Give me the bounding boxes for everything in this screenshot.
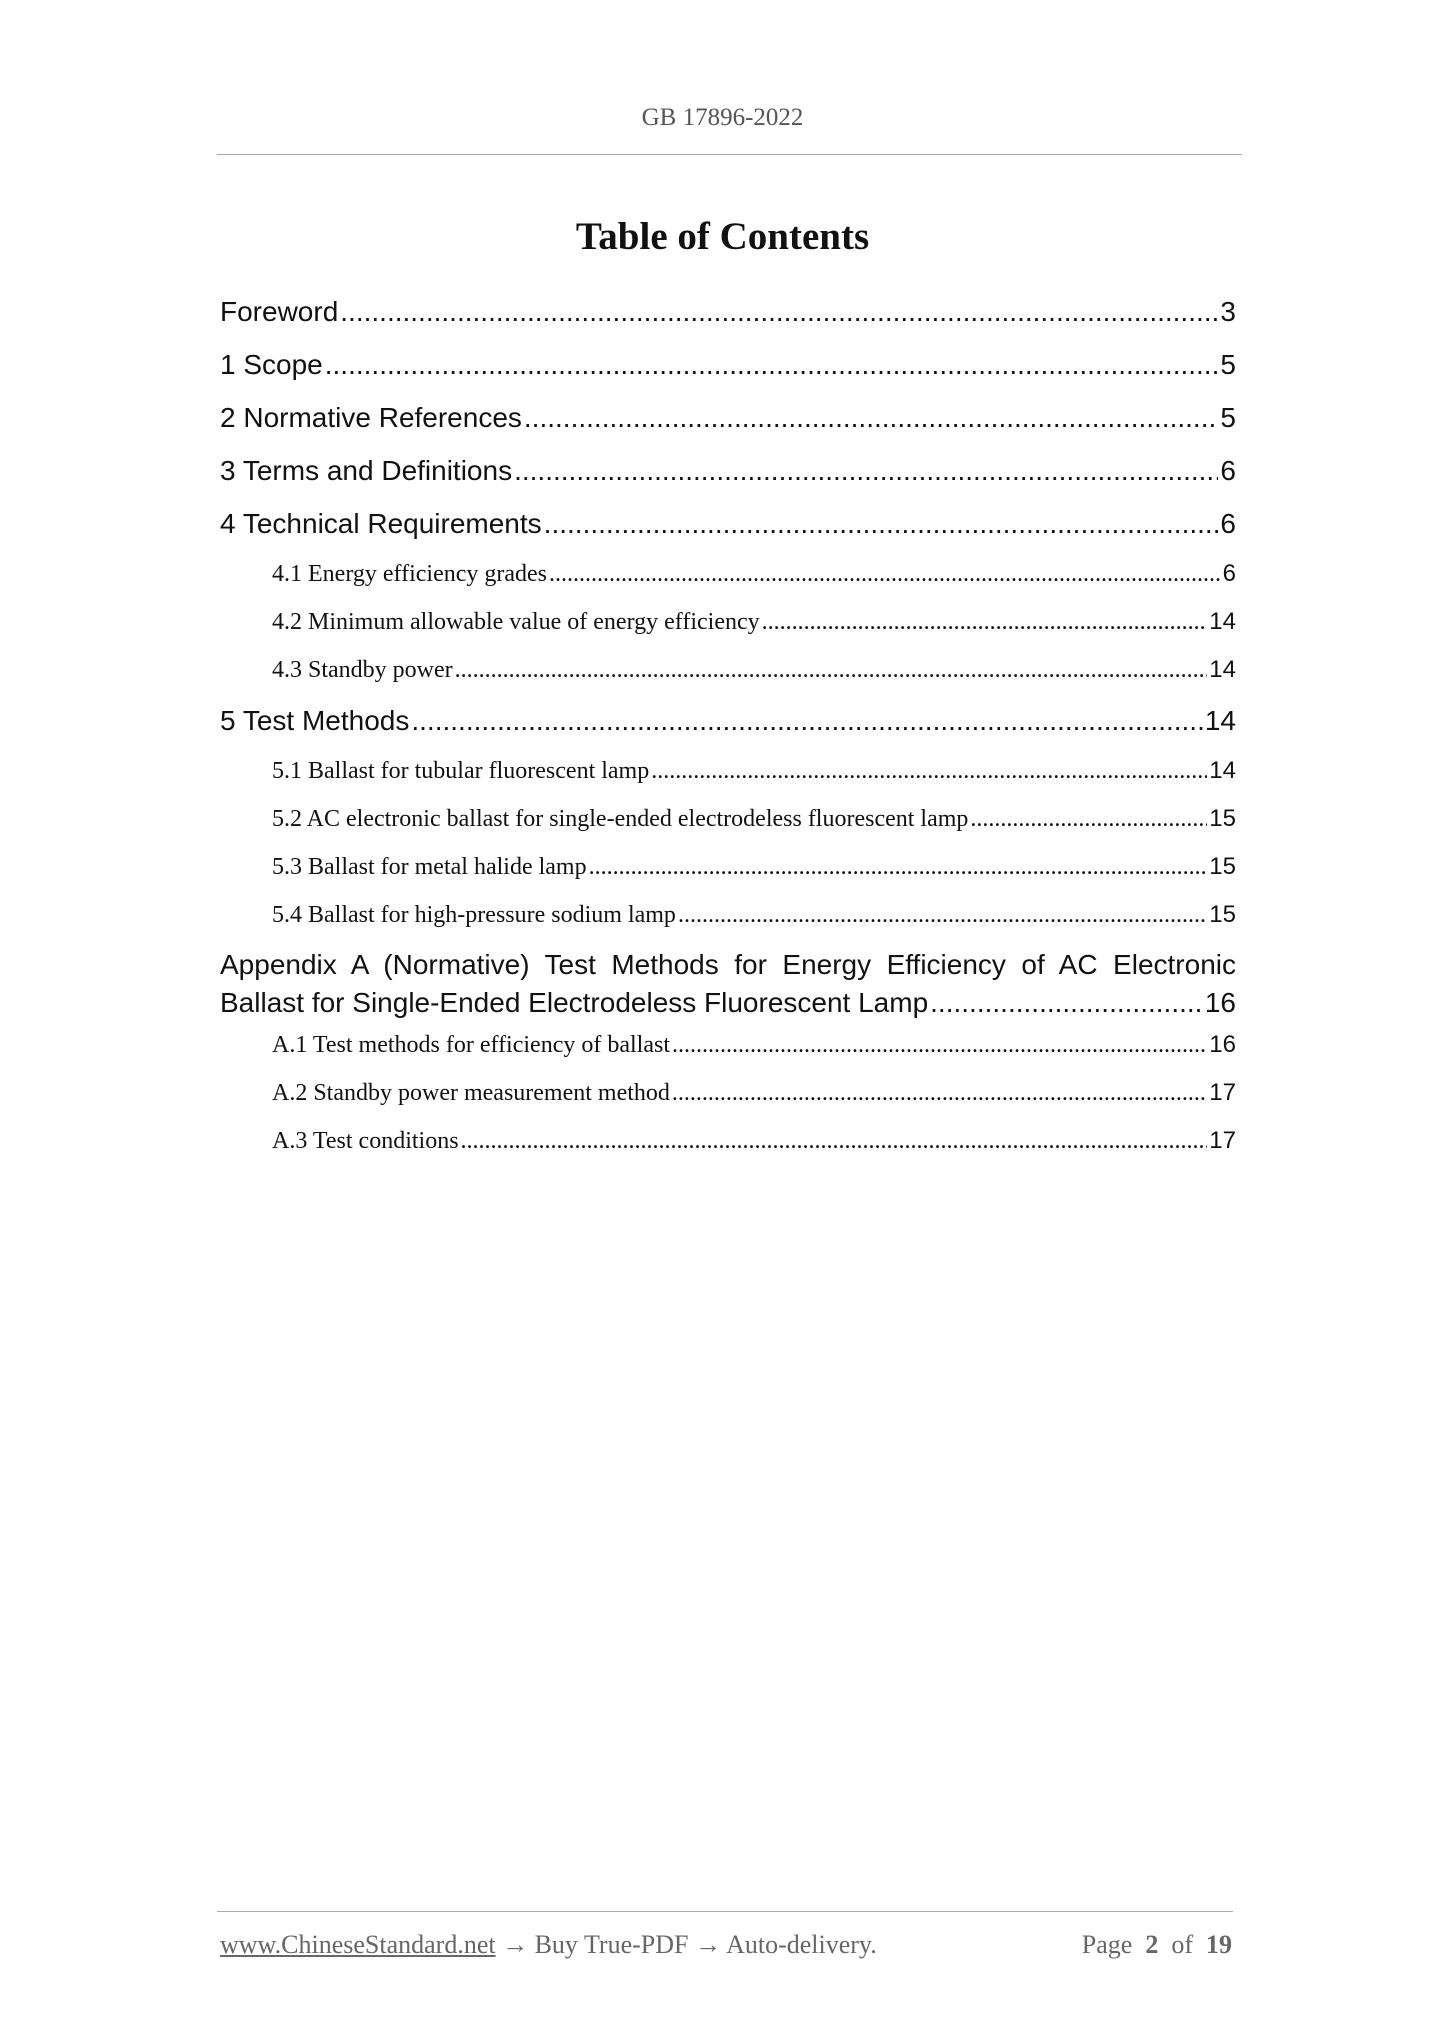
toc-entry-technical-requirements[interactable] [220,502,1236,555]
page-current: 2 [1145,1930,1159,1959]
footer-promo [220,1930,877,1960]
toc-entry-page: 5 [1220,349,1236,380]
toc-entry-label: 3 Terms and Definitions [220,455,513,486]
toc-entry-5-4[interactable] [220,896,1236,944]
toc-title: Table of Contents [575,215,870,258]
toc-leader-dots [544,502,1219,546]
toc-entry-label: Foreword [220,296,339,327]
toc-entry-page: 6 [1220,508,1236,539]
table-of-contents [220,290,1236,1170]
toc-entry-label: 5.3 Ballast for metal halide lamp [272,854,587,880]
toc-leader-dots [325,343,1219,387]
toc-entry-label: 5.4 Ballast for high-pressure sodium lamp [272,902,676,928]
toc-leader-dots [524,396,1219,440]
toc-leader-dots [549,555,1221,593]
toc-entry-label: 4.2 Minimum allowable value of energy efficiency [272,609,760,635]
toc-entry-a-3[interactable] [220,1122,1236,1170]
toc-entry-page: 16 [1204,987,1236,1018]
toc-entry-label: 4.3 Standby power [272,657,453,683]
page-word: Page [1081,1930,1133,1959]
toc-entry-normative-references[interactable] [220,396,1236,449]
toc-entry-page: 14 [1209,608,1236,635]
toc-leader-dots [461,1122,1208,1160]
toc-entry-page: 14 [1209,656,1236,683]
toc-entry-page: 17 [1209,1127,1236,1154]
buy-pdf-text: Buy True-PDF [534,1930,689,1959]
toc-leader-dots [672,1074,1207,1112]
toc-entry-page: 6 [1220,455,1236,486]
of-word: of [1171,1930,1193,1959]
toc-entry-5-3[interactable] [220,848,1236,896]
toc-entry-4-3[interactable] [220,651,1236,699]
page-total: 19 [1206,1930,1232,1959]
toc-entry-terms-definitions[interactable] [220,449,1236,502]
toc-entry-page: 14 [1209,757,1236,784]
toc-leader-dots [589,848,1208,886]
toc-entry-foreword[interactable] [220,290,1236,343]
toc-leader-dots [455,651,1208,689]
toc-entry-label: 1 Scope [220,349,323,380]
toc-entry-test-methods[interactable] [220,699,1236,752]
toc-entry-label-line1: Appendix A (Normative) Test Methods for Energy Efficiency of AC Electronic [220,949,1236,980]
footer-divider [217,1911,1233,1912]
toc-entry-a-2[interactable] [220,1074,1236,1122]
toc-entry-page: 17 [1209,1079,1236,1106]
toc-entry-label: A.2 Standby power measurement method [272,1080,670,1106]
toc-leader-dots [672,1026,1207,1064]
toc-entry-page: 15 [1209,901,1236,928]
toc-entry-page: 15 [1209,853,1236,880]
toc-entry-scope[interactable] [220,343,1236,396]
arrow-right-icon: → [695,1930,721,1959]
toc-leader-dots [340,290,1218,334]
toc-entry-page: 14 [1204,705,1236,736]
page-footer [220,1930,1232,1960]
toc-entry-4-2[interactable] [220,603,1236,651]
toc-entry-label: 4.1 Energy efficiency grades [272,561,548,587]
page-number [1082,1930,1232,1960]
toc-leader-dots [970,800,1207,838]
toc-leader-dots [411,699,1202,743]
toc-entry-label: 5.1 Ballast for tubular fluorescent lamp [272,758,650,784]
toc-leader-dots [514,449,1218,493]
toc-entry-4-1[interactable] [220,555,1236,603]
arrow-right-icon: → [502,1930,529,1959]
toc-entry-page: 3 [1220,296,1236,327]
toc-leader-dots [678,896,1207,934]
toc-entry-label: A.1 Test methods for efficiency of ballast [272,1032,670,1058]
toc-entry-label: A.3 Test conditions [272,1128,459,1154]
auto-delivery-text: Auto-delivery. [726,1930,877,1959]
toc-entry-appendix-a[interactable] [220,946,1236,1022]
toc-entry-label: 2 Normative References [220,402,522,433]
toc-entry-page: 5 [1220,402,1236,433]
toc-entry-page: 6 [1222,560,1236,587]
toc-entry-page: 15 [1209,805,1236,832]
site-link[interactable]: www.ChineseStandard.net [220,1930,496,1959]
toc-entry-a-1[interactable] [220,1026,1236,1074]
toc-entry-page: 16 [1209,1031,1236,1058]
toc-entry-5-2[interactable] [220,800,1236,848]
toc-entry-label: 5 Test Methods [220,705,410,736]
toc-leader-dots [762,603,1208,641]
toc-entry-label-line2: Ballast for Single-Ended Electrodeless Fluorescent Lamp [220,987,929,1018]
header-divider [217,154,1242,155]
toc-entry-label: 4 Technical Requirements [220,508,542,539]
toc-entry-5-1[interactable] [220,752,1236,800]
toc-entry-label: 5.2 AC electronic ballast for single-ended electrodeless fluorescent lamp [272,806,969,832]
toc-leader-dots [930,984,1203,1022]
toc-leader-dots [651,752,1207,790]
document-code-header: GB 17896-2022 [641,104,804,131]
